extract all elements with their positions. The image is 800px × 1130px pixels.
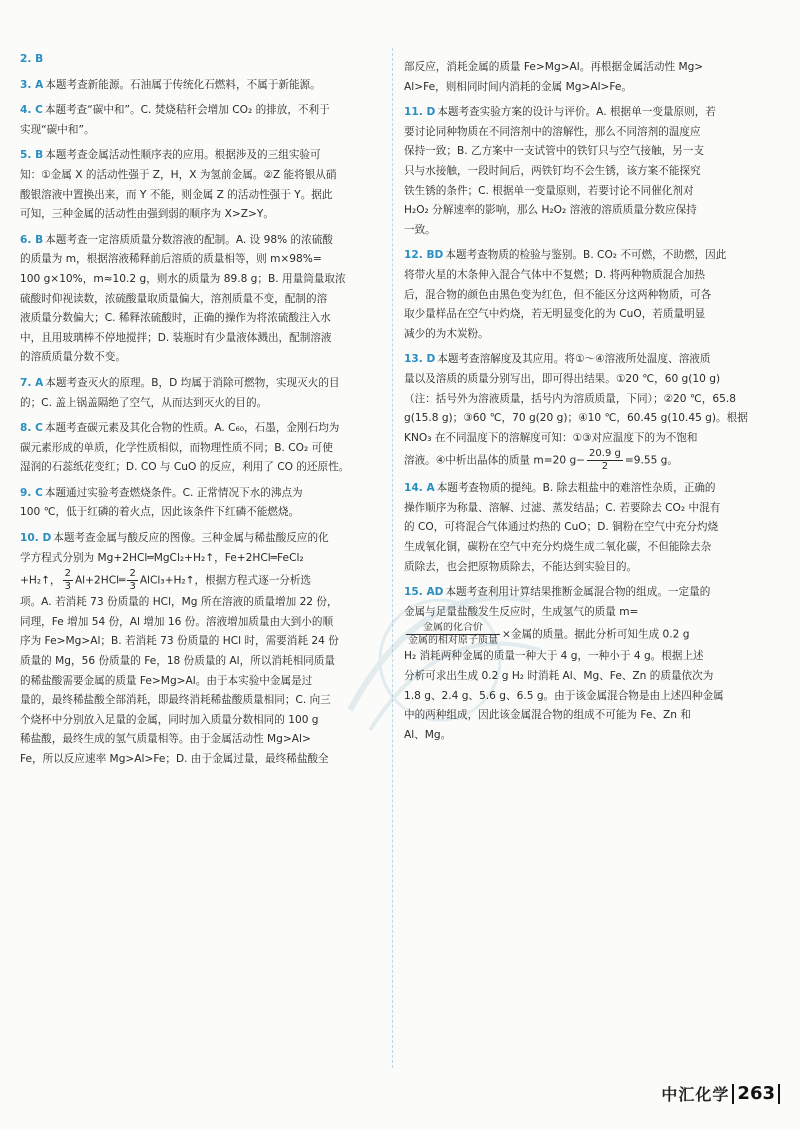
answer-text: 部反应，消耗金属的质量 Fe>Mg>Al。再根据金属活动性 Mg> — [404, 61, 704, 73]
page-number: 263 — [732, 1084, 780, 1104]
answer-text: Al>Fe，则相同时间内消耗的金属 Mg>Al>Fe。 — [404, 80, 633, 93]
answer-line — [20, 593, 382, 613]
fraction-denominator: 2 — [601, 461, 609, 473]
answer-text: 碳元素形成的单质，化学性质相似，而物理性质不同；B. CO₂ 可使 — [20, 441, 333, 454]
answer-text: 个烧杯中分别放入足量的金属，同时加入质量分数相同的 100 g — [20, 713, 319, 726]
answer-number: 6. B — [20, 233, 44, 246]
answer-text: 一致。 — [404, 223, 436, 236]
answer-line — [404, 518, 782, 538]
answer-number: 8. C — [20, 422, 43, 435]
answer-line — [404, 409, 782, 429]
answer-text: 生成氧化铜，碳粉在空气中充分灼烧生成二氧化碳，不但能除去杂 — [404, 541, 712, 554]
answer-line — [20, 529, 382, 549]
answer-line — [20, 290, 382, 310]
answer-line — [20, 101, 382, 121]
answer-line — [20, 231, 382, 251]
answer-item — [20, 101, 382, 140]
answer-line — [20, 270, 382, 290]
answer-text: 的稀盐酸需要金属的质量 Fe>Mg>Al。由于本实验中金属是过 — [20, 674, 313, 687]
answer-number: 12. BD — [404, 249, 444, 262]
answer-text: AlCl₃+H₂↑，根据方程式逐一分析选 — [139, 574, 312, 587]
answer-line — [404, 266, 782, 286]
answer-line — [404, 246, 782, 266]
answer-text: 本题考查物质的检验与鉴别。B. CO₂ 不可燃，不助燃，因此 — [445, 249, 727, 262]
answer-line — [404, 305, 782, 325]
answer-line — [404, 201, 782, 221]
answer-text: 只与水接触，一段时间后，两铁钉均不会生锈，该方案不能探究 — [404, 164, 701, 177]
answer-number: 5. B — [20, 149, 44, 162]
answer-number: 15. AD — [404, 586, 444, 599]
answer-text: （注：括号外为溶液质量，括号内为溶质质量，下同）；②20 ℃，65.8 — [404, 392, 736, 405]
answer-number: 14. A — [404, 482, 435, 495]
answer-text: 减少的为木炭粉。 — [404, 327, 489, 340]
answer-line — [404, 390, 782, 410]
answer-text: 本题考查碳元素及其化合物的性质。A. C₆₀，石墨，金刚石均为 — [44, 422, 340, 435]
answer-number: 3. A — [20, 78, 44, 91]
answer-text: +H₂↑， — [20, 574, 61, 587]
answer-line — [20, 632, 382, 652]
answer-text: 要讨论同种物质在不同溶剂中的溶解性，那么不同溶剂的温度应 — [404, 125, 701, 138]
answer-text: 溶液。④中析出晶体的质量 m=20 g− — [404, 454, 586, 467]
answer-line — [404, 142, 782, 162]
answer-line — [404, 325, 782, 345]
answer-text: 本题考查一定溶质质量分数溶液的配制。A. 设 98% 的浓硫酸 — [45, 233, 333, 246]
fraction-numerator: 20.9 g — [589, 448, 621, 460]
answer-line — [20, 146, 382, 166]
answer-number: 13. D — [404, 353, 436, 366]
answer-number: 10. D — [20, 532, 52, 545]
answer-text: 中的两种组成，因此该金属混合物的组成不可能为 Fe、Zn 和 — [404, 709, 691, 722]
answer-line — [404, 448, 782, 473]
answer-line — [20, 691, 382, 711]
fraction — [587, 448, 623, 473]
answer-item — [20, 76, 382, 96]
answer-text: 学方程式分别为 Mg+2HCl═MgCl₂+H₂↑，Fe+2HCl═FeCl₂ — [20, 551, 304, 564]
answer-line — [20, 250, 382, 270]
answer-line — [20, 484, 382, 504]
answer-text: H₂O₂ 分解速率的影响，那么 H₂O₂ 溶液的溶质质量分数应保持 — [404, 204, 697, 217]
page-footer — [661, 1082, 780, 1105]
answer-line — [404, 58, 782, 78]
watermark-logo-icon — [330, 560, 550, 750]
answer-text: 本题考查金属与酸反应的图像。三种金属与稀盐酸反应的化 — [53, 532, 329, 545]
answer-line — [404, 370, 782, 390]
answer-line — [20, 439, 382, 459]
answer-text: 质量的 Mg，56 份质量的 Fe，18 份质量的 Al，所以消耗相同质量 — [20, 655, 335, 668]
answer-text: 项。A. 若消耗 73 份质量的 HCl，Mg 所在溶液的质量增加 22 份， — [20, 596, 338, 609]
answer-line — [404, 123, 782, 143]
answer-item — [404, 58, 782, 97]
answer-text: 本题考查利用计算结果推断金属混合物的组成。一定量的 — [445, 586, 711, 599]
answer-line — [20, 76, 382, 96]
answer-text: 质除去，也会把原物质除去，不能达到实验目的。 — [404, 560, 638, 573]
answer-line — [404, 350, 782, 370]
fraction-denominator: 3 — [64, 581, 71, 593]
fraction — [127, 568, 137, 593]
answer-text: Al、Mg。 — [404, 728, 452, 741]
answer-line — [20, 613, 382, 633]
answer-text: 本题考查新能源。石油属于传统化石燃料，不属于新能源。 — [45, 78, 321, 91]
answer-text: 100 ℃，低于红磷的着火点，因此该条件下红磷不能燃烧。 — [20, 506, 300, 519]
answer-text: g(15.8 g)；③60 ℃，70 g(20 g)；④10 ℃，60.45 g(10.45 g)。根据 — [404, 412, 748, 425]
answer-text: 知：①金属 X 的活动性强于 Z，H，X 为氢前金属。②Z 能将银从硝 — [20, 168, 337, 181]
answer-text: 可知，三种金属的活动性由强到弱的顺序为 X>Z>Y。 — [20, 208, 274, 221]
fraction-numerator: 金属的化合价 — [406, 622, 500, 635]
answer-item — [20, 374, 382, 413]
answer-line — [404, 162, 782, 182]
fraction-denominator: 3 — [129, 581, 136, 593]
answer-text: 本题考查金属活动性顺序表的应用。根据涉及的三组实验可 — [45, 149, 321, 162]
answer-text: 序为 Fe>Mg>Al；B. 若消耗 73 份质量的 HCl 时，需要消耗 24 份 — [20, 635, 339, 648]
fraction-denominator: 金属的相对原子质量 — [408, 635, 498, 647]
answer-item — [20, 146, 382, 224]
answer-line — [20, 329, 382, 349]
answer-line — [20, 652, 382, 672]
answer-item — [20, 529, 382, 770]
answer-text: Al+2HCl═ — [74, 574, 126, 587]
answer-item — [20, 419, 382, 478]
answer-number: 9. C — [20, 486, 43, 499]
answer-text: 本题考查实验方案的设计与评价。A. 根据单一变量原则，若 — [437, 106, 716, 119]
answer-line — [404, 429, 782, 449]
answer-text: 本题考查物质的提纯。B. 除去粗盐中的难溶性杂质，正确的 — [436, 482, 716, 495]
answer-line — [20, 374, 382, 394]
answer-text: 的 CO，可将混合气体通过灼热的 CuO；D. 铜粉在空气中充分灼烧 — [404, 521, 719, 534]
fraction-numerator: 2 — [64, 568, 71, 580]
answer-line — [404, 499, 782, 519]
answer-text: 1.8 g、2.4 g、5.6 g、6.5 g。由于该金属混合物是由上述四种金属 — [404, 689, 724, 702]
answer-text: 湿润的石蕊纸花变红；D. CO 与 CuO 的反应，利用了 CO 的还原性。 — [20, 461, 350, 474]
answer-number: 7. A — [20, 376, 44, 389]
answer-text: 液质量分数偏大；C. 稀释浓硫酸时，正确的操作为将浓硫酸注入水 — [20, 312, 331, 325]
answer-line — [20, 166, 382, 186]
answer-text: 量以及溶质的质量分别写出，即可得出结果。①20 ℃，60 g(10 g) — [404, 372, 721, 385]
answer-text: 100 g×10%，m≈10.2 g，则水的质量为 89.8 g；B. 用量筒量取浓 — [20, 272, 346, 285]
answer-text: 本题通过实验考查燃烧条件。C. 正常情况下水的沸点为 — [44, 486, 303, 499]
answer-item — [404, 246, 782, 344]
answer-line — [20, 309, 382, 329]
answer-text: 硫酸时仰视读数，浓硫酸量取质量偏大，溶剂质量不变，配制的溶 — [20, 292, 328, 305]
answer-line — [20, 549, 382, 569]
answer-line — [404, 538, 782, 558]
answer-item — [404, 103, 782, 240]
answer-line — [20, 121, 382, 141]
answer-text: =9.55 g。 — [624, 454, 678, 467]
answer-line — [20, 186, 382, 206]
answer-number: 2. B — [20, 53, 44, 65]
answer-number: 11. D — [404, 106, 436, 119]
answer-item — [404, 350, 782, 448]
answer-text: 同理，Fe 增加 54 份，Al 增加 16 份。溶液增加质量由大到小的顺 — [20, 615, 334, 628]
answer-text: 取少量样品在空气中灼烧，若无明显变化的为 CuO，若质量明显 — [404, 308, 706, 321]
answer-text: KNO₃ 在不同温度下的溶解度可知：①③对应温度下的为不饱和 — [404, 431, 698, 444]
answer-text: 保持一致；B. 乙方案中一支试管中的铁钉只与空气接触，另一支 — [404, 145, 705, 158]
answer-text: 金属与足量盐酸发生反应时，生成氢气的质量 m= — [404, 605, 639, 618]
answer-line — [20, 730, 382, 750]
answer-text: 中，且用玻璃棒不停地搅拌；D. 装瓶时有少量液体溅出，配制溶液 — [20, 331, 332, 344]
answer-text: 稀盐酸，最终生成的氢气质量相等。由于金属活动性 Mg>Al> — [20, 733, 311, 746]
answer-line — [20, 672, 382, 692]
answer-text: 量的，最终稀盐酸全部消耗，即最终消耗稀盐酸质量相同；C. 向三 — [20, 694, 331, 707]
fraction — [63, 568, 73, 593]
answer-line — [404, 479, 782, 499]
footer-title: 中汇化学 — [661, 1085, 730, 1104]
answer-text: 的质量为 m，根据溶液稀释前后溶质的质量相等，则 m×98%= — [20, 253, 322, 266]
answer-number: 4. C — [20, 104, 43, 117]
answer-item — [20, 484, 382, 523]
answer-item — [404, 448, 782, 473]
answer-text: 酸银溶液中置换出来，而 Y 不能，则金属 Z 的活动性强于 Y。据此 — [20, 188, 333, 201]
answer-line — [20, 568, 382, 593]
answer-text: 的；C. 盖上锅盖隔绝了空气，从而达到灭火的目的。 — [20, 396, 268, 409]
column-divider — [392, 48, 393, 1068]
fraction-numerator: 2 — [129, 568, 136, 580]
answer-line — [20, 419, 382, 439]
answer-text: 操作顺序为称量、溶解、过滤、蒸发结晶；C. 若要除去 CO₂ 中混有 — [404, 501, 721, 514]
answer-text: 铁生锈的条件；C. 根据单一变量原则，若要讨论不同催化剂对 — [404, 184, 694, 197]
answer-line — [404, 286, 782, 306]
answer-line — [20, 711, 382, 731]
answer-text: 将带火星的木条伸入混合气体中不复燃；D. 将两种物质混合加热 — [404, 268, 705, 281]
answer-text: 分析可求出生成 0.2 g H₂ 时消耗 Al、Mg、Fe、Zn 的质量依次为 — [404, 670, 714, 683]
answer-text: 本题考查溶解度及其应用。将①～④溶液所处温度、溶液质 — [437, 353, 711, 366]
answer-line — [20, 50, 382, 70]
answer-line — [20, 348, 382, 368]
answer-line — [404, 78, 782, 98]
answer-line — [404, 103, 782, 123]
answer-line — [20, 394, 382, 414]
answer-line — [20, 458, 382, 478]
answer-line — [20, 503, 382, 523]
answer-text: 的溶质质量分数不变。 — [20, 351, 126, 364]
left-column — [20, 50, 382, 776]
answer-text: 本题考查“碳中和”。C. 焚烧秸秆会增加 CO₂ 的排放，不利于 — [44, 104, 330, 117]
answer-line — [404, 182, 782, 202]
answer-line — [404, 221, 782, 241]
answer-text: 后，混合物的颜色由黑色变为红色，但不能区分这两种物质，可各 — [404, 288, 712, 301]
answer-text: 本题考查灭火的原理。B，D 均属于消除可燃物，实现灭火的目 — [45, 376, 340, 389]
answer-text: 实现“碳中和”。 — [20, 123, 95, 136]
answer-item — [20, 231, 382, 368]
answer-text: H₂ 消耗两种金属的质量一种大于 4 g，一种小于 4 g。根据上述 — [404, 650, 704, 663]
answer-item — [20, 50, 382, 70]
answer-line — [20, 750, 382, 770]
answer-line — [20, 205, 382, 225]
answer-text: Fe，所以反应速率 Mg>Al>Fe；D. 由于金属过量，最终稀盐酸全 — [20, 753, 329, 765]
answer-text: ×金属的质量。据此分析可知生成 0.2 g — [502, 628, 690, 641]
